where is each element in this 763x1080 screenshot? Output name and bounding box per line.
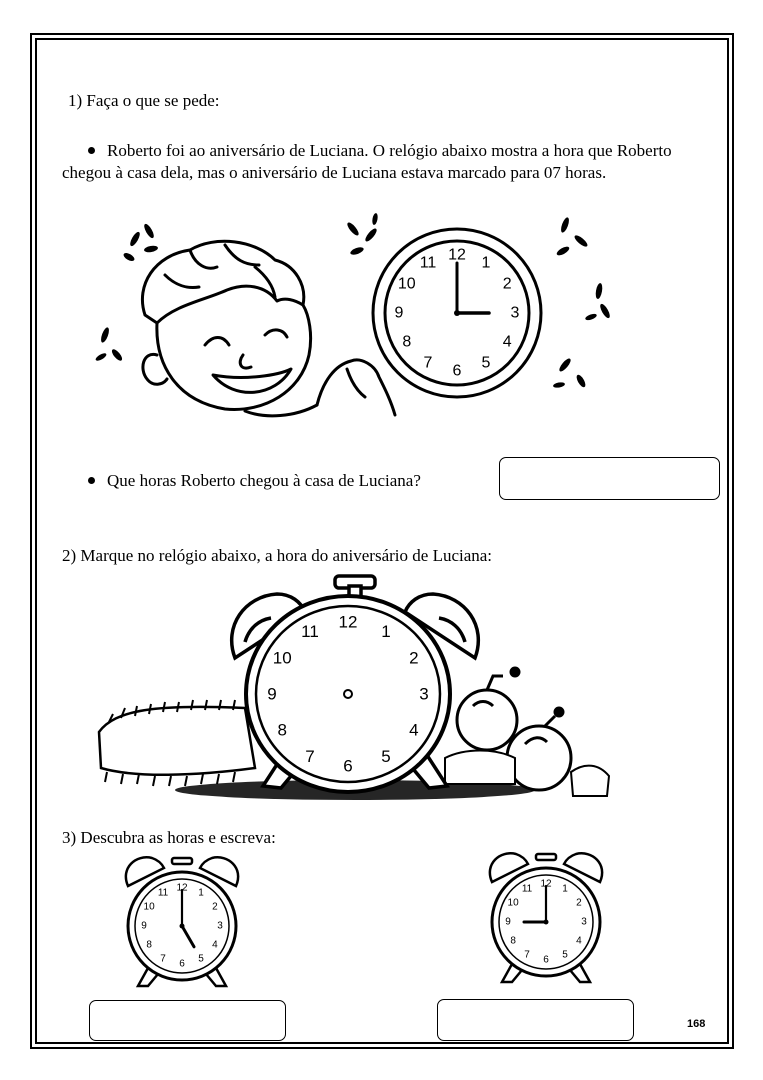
clock-number-2: 2: [576, 897, 582, 909]
clock-number-9: 9: [267, 684, 277, 704]
clock-center-dot: [180, 924, 185, 929]
sparkle-icon: [346, 213, 379, 257]
clock-number-12: 12: [176, 882, 188, 894]
tinsel-icon: [99, 700, 255, 786]
clock-number-11: 11: [301, 622, 319, 642]
clock-number-4: 4: [502, 333, 512, 351]
clock-number-3: 3: [581, 916, 587, 928]
q1-question: [88, 470, 421, 492]
clock-number-10: 10: [272, 648, 292, 668]
alarm-clock-left-illustration: [118, 852, 246, 992]
clock-number-9: 9: [141, 920, 147, 932]
sparkle-icon: [122, 223, 158, 263]
clock-number-9: 9: [394, 304, 404, 322]
clock-number-11: 11: [419, 254, 437, 272]
clock-number-5: 5: [481, 354, 491, 372]
clock-number-10: 10: [397, 275, 416, 293]
clock-number-3: 3: [510, 304, 520, 322]
clock-number-2: 2: [212, 901, 218, 913]
clock-number-8: 8: [510, 935, 516, 947]
boy-with-clock-illustration: [95, 205, 615, 423]
q1-heading: 1) Faça o que se pede:: [68, 91, 220, 110]
clock-number-2: 2: [502, 275, 512, 293]
clock-center-dot: [344, 690, 352, 698]
clock-number-5: 5: [381, 746, 391, 766]
wall-clock-icon: [373, 229, 541, 397]
clock-number-1: 1: [381, 622, 391, 642]
q2-heading: 2) Marque no relógio abaixo, a hora do aniversário de Luciana:: [62, 546, 493, 565]
clock-number-5: 5: [198, 953, 204, 965]
clock-number-6: 6: [452, 362, 462, 380]
clock-number-7: 7: [423, 354, 433, 372]
sparkle-icon: [553, 357, 587, 389]
clock-number-1: 1: [198, 887, 204, 899]
clock-number-1: 1: [481, 254, 491, 272]
clock-number-7: 7: [160, 953, 166, 965]
clock-number-8: 8: [277, 720, 287, 740]
clock-number-7: 7: [305, 746, 315, 766]
clock-number-12: 12: [448, 246, 466, 264]
q3-heading: 3) Descubra as horas e escreva:: [62, 828, 276, 847]
clock-number-12: 12: [338, 612, 358, 632]
q3-left-answer-box[interactable]: [89, 1000, 286, 1041]
clock-number-6: 6: [179, 958, 185, 970]
q1-statement: [62, 140, 718, 184]
clock-number-2: 2: [409, 648, 419, 668]
clock-center-dot: [544, 920, 549, 925]
clock-number-8: 8: [146, 939, 152, 951]
sparkle-icon: [585, 283, 612, 322]
page-number: 168: [687, 1018, 706, 1030]
clock-number-4: 4: [576, 935, 582, 947]
clock-number-4: 4: [212, 939, 218, 951]
clock-number-10: 10: [143, 901, 155, 913]
q1-statement-text: Roberto foi ao aniversário de Luciana. O relógio abaixo mostra a hora que Roberto chegou à casa dela, mas o aniversário de Luciana estava marcado para 07 horas.: [62, 141, 672, 182]
clock-number-4: 4: [409, 720, 419, 740]
clock-number-11: 11: [521, 883, 533, 895]
clock-number-5: 5: [562, 949, 568, 961]
q1-answer-box[interactable]: [499, 457, 720, 500]
sparkle-icon: [95, 326, 124, 362]
clock-number-7: 7: [524, 949, 530, 961]
boy-icon: [142, 241, 395, 416]
alarm-clock-icon: [492, 868, 600, 976]
bullet-icon: [88, 477, 95, 484]
clock-number-11: 11: [157, 887, 169, 899]
clock-number-3: 3: [217, 920, 223, 932]
alarm-clock-right-illustration: [482, 848, 610, 988]
clock-number-3: 3: [419, 684, 429, 704]
q3-right-answer-box[interactable]: [437, 999, 634, 1041]
clock-center-dot: [454, 310, 460, 316]
clock-number-10: 10: [507, 897, 519, 909]
clock-number-8: 8: [402, 333, 412, 351]
alarm-clock-icon: [246, 596, 450, 792]
sparkle-icon: [555, 216, 589, 257]
q1-question-text: Que horas Roberto chegou à casa de Luciana?: [107, 471, 421, 490]
clock-number-1: 1: [562, 883, 568, 895]
clock-number-9: 9: [505, 916, 511, 928]
bullet-icon: [88, 147, 95, 154]
clock-number-12: 12: [540, 878, 552, 890]
alarm-clock-illustration: [95, 572, 615, 804]
clock-number-6: 6: [343, 756, 353, 776]
clock-number-6: 6: [543, 954, 549, 966]
alarm-clock-icon: [128, 872, 236, 980]
